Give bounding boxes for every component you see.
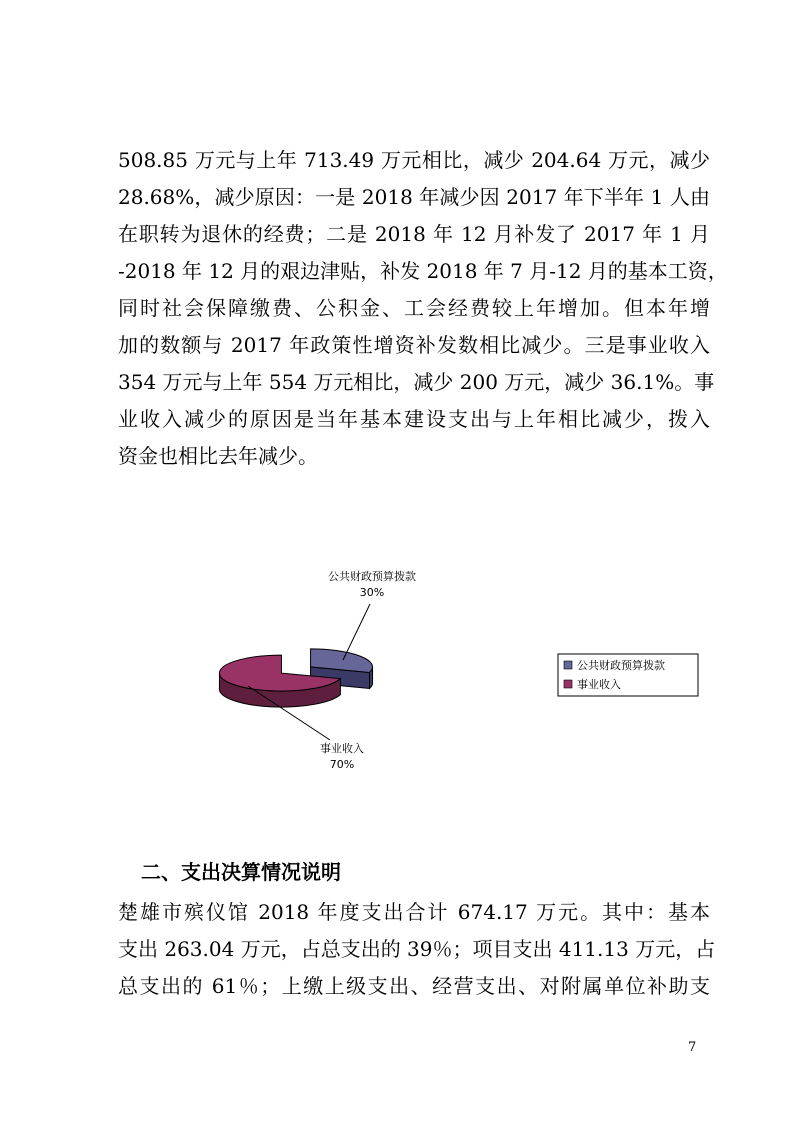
text-line: 28.68%，减少原因：一是 2018 年减少因 2017 年下半年 1 人由 xyxy=(118,185,710,209)
text-line: -2018 年 12 月的艰边津贴，补发 2018 年 7 月-12 月的基本工资， xyxy=(118,259,728,283)
legend-entry-1: 事业收入 xyxy=(577,678,621,691)
text-line: 资金也相比去年减少。 xyxy=(118,444,318,468)
text-line: 在职转为退休的经费；二是 2018 年 12 月补发了 2017 年 1 月 xyxy=(118,222,710,246)
text-line: 同时社会保障缴费、公积金、工会经费较上年增加。但本年增 xyxy=(118,296,710,320)
pie-label-1-name: 事业收入 xyxy=(320,742,364,755)
paragraph-expenditure-explanation xyxy=(118,894,716,1005)
pie-label-0-name: 公共财政预算拨款 xyxy=(328,570,416,583)
page-number: 7 xyxy=(688,1040,697,1055)
text-line: 楚雄市殡仪馆 2018 年度支出合计 674.17 万元。其中：基本 xyxy=(118,900,710,924)
text-line: 业收入减少的原因是当年基本建设支出与上年相比减少，拨入 xyxy=(118,407,710,431)
text-line: 总支出的 61％；上缴上级支出、经营支出、对附属单位补助支 xyxy=(118,974,710,998)
pie-label-0-percent: 30% xyxy=(359,586,385,599)
legend-swatch-0 xyxy=(564,661,572,669)
chart-legend xyxy=(558,654,698,696)
legend-swatch-1 xyxy=(564,680,572,688)
text-line: 支出 263.04 万元，占总支出的 39％；项目支出 411.13 万元，占 xyxy=(118,937,716,961)
pie-label-1-percent: 70% xyxy=(329,758,355,771)
pie-label-0 xyxy=(328,569,416,599)
pie-label-1 xyxy=(320,741,364,771)
text-line: 354 万元与上年 554 万元相比，减少 200 万元，减少 36.1%。事 xyxy=(118,370,715,394)
text-line: 加的数额与 2017 年政策性增资补发数相比减少。三是事业收入 xyxy=(118,333,710,357)
legend-entry-0: 公共财政预算拨款 xyxy=(577,659,665,672)
section-heading: 二、支出决算情况说明 xyxy=(141,860,341,884)
text-line: 508.85 万元与上年 713.49 万元相比，减少 204.64 万元，减少 xyxy=(118,148,710,172)
pie-leader-0 xyxy=(343,604,370,660)
